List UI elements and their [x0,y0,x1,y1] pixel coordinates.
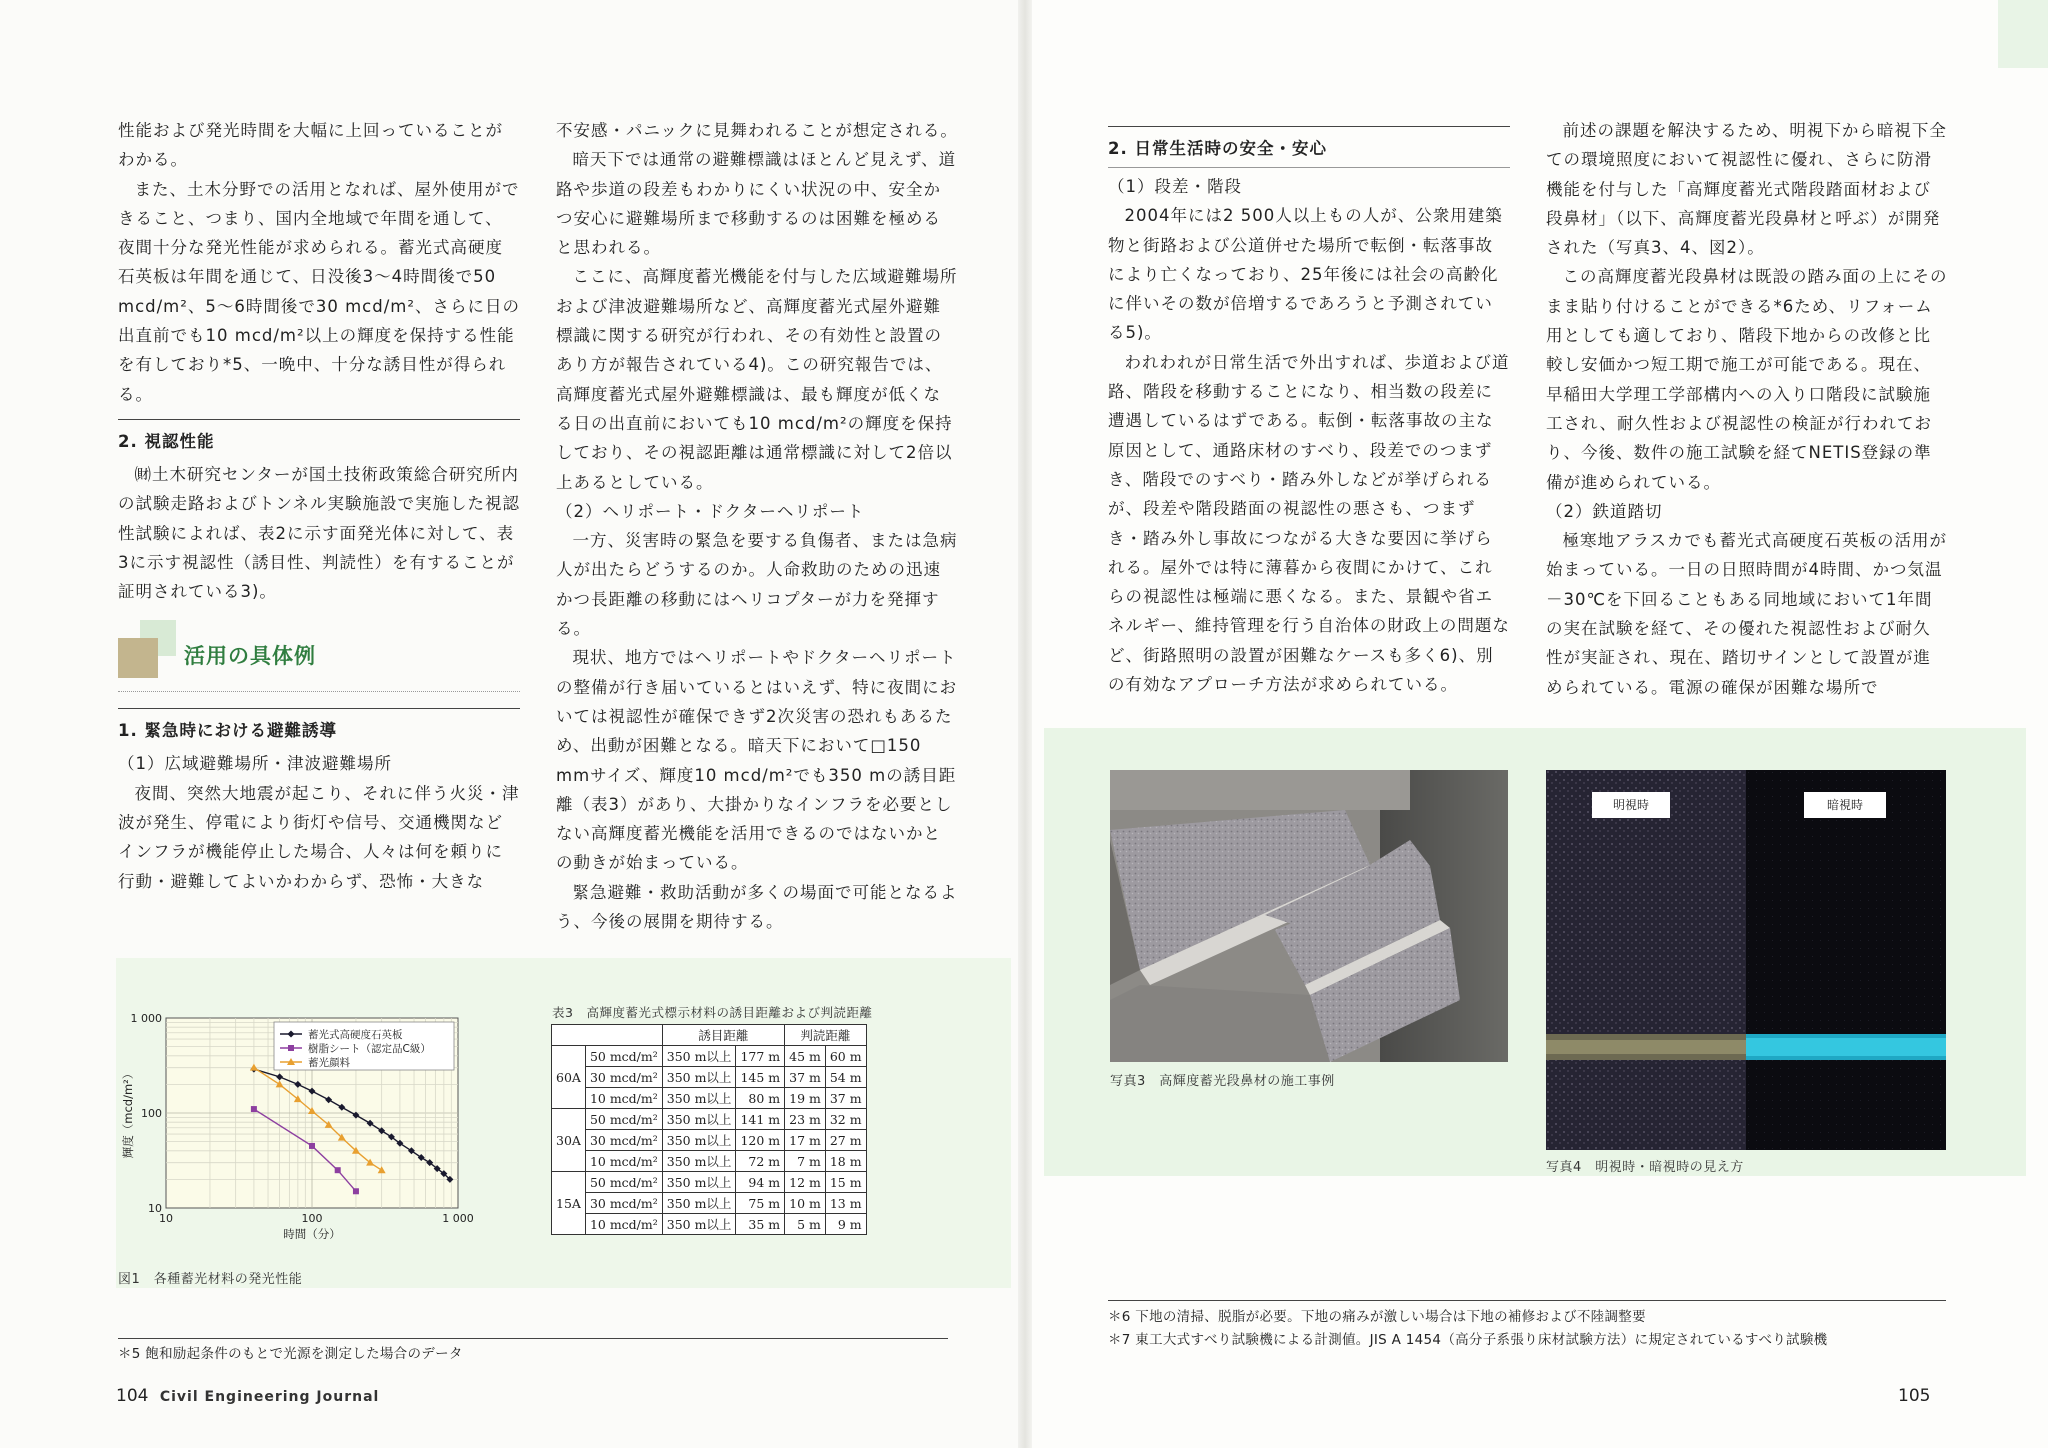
stairs-illustration [1110,770,1508,1062]
left-column-1 [118,116,520,896]
table-cell: 350 m以上 [662,1151,736,1172]
x-tick-label: 1 000 [442,1212,474,1225]
table-cell: 9 m [825,1214,866,1235]
y-axis-label: 輝度（mcd/m²） [121,1067,135,1159]
data-point [335,1167,341,1173]
table-cell: 350 m以上 [662,1193,736,1214]
paragraph: 前述の課題を解決するため、明視下から暗視下全ての環境照度において視認性に優れ、さらに防滑機能を付与した「高輝度蓄光式階段踏面材および段鼻材」（以下、高輝度蓄光段鼻材と呼ぶ）が開発された（写真3、4、図2）。 [1546,121,1947,258]
table-cell: 32 m [825,1109,866,1130]
subheading: （1）広域避難場所・津波避難場所 [118,754,392,774]
table3-caption: 表3 高輝度蓄光式標示材料の誘目距離および判読距離 [552,1005,873,1020]
x-tick-label: 10 [159,1212,173,1225]
page-gutter [1018,0,1032,1448]
table-row [552,1193,867,1214]
table-cell: 350 m以上 [662,1172,736,1193]
table-cell: 7 m [785,1151,826,1172]
table-cell [585,1025,662,1046]
table-row [552,1214,867,1235]
luminance-chart [118,1006,508,1256]
data-point [288,1045,294,1051]
table-cell: 12 m [785,1172,826,1193]
footnote-rule [1108,1300,1946,1301]
table-cell: 94 m [736,1172,785,1193]
table-cell: 75 m [736,1193,785,1214]
table-row [552,1172,867,1193]
heading-daily-safety: 2. 日常生活時の安全・安心 [1108,126,1510,161]
y-tick-label: 10 [148,1202,162,1215]
table-row [552,1130,867,1151]
paragraph: 緊急避難・救助活動が多くの場面で可能となるよう、今後の展開を期待する。 [556,882,958,932]
table-cell [552,1025,586,1046]
photo4-caption: 写真4 明視時・暗視時の見え方 [1546,1160,1744,1175]
table-cell: 37 m [785,1067,826,1088]
table-cell-size: 15A [552,1172,586,1235]
table-header: 判読距離 [785,1025,866,1046]
paragraph: 暗天下では通常の避難標識はほとんど見えず、道路や歩道の段差もわかりにくい状況の中、安全かつ安心に避難場所まで移動するのは困難を極めると思われる。 [556,150,957,258]
table-cell: 350 m以上 [662,1109,736,1130]
section-rule [118,691,520,692]
table-cell: 50 mcd/m² [585,1172,662,1193]
table-row [552,1067,867,1088]
table-cell: 350 m以上 [662,1214,736,1235]
table-cell: 350 m以上 [662,1046,736,1067]
table-header-row [552,1025,867,1046]
table-cell-size: 60A [552,1046,586,1109]
page-number-left [116,1386,379,1406]
y-tick-label: 100 [141,1107,162,1120]
table-row [552,1109,867,1130]
table-cell: 10 mcd/m² [585,1088,662,1109]
paragraph: 一方、災害時の緊急を要する負傷者、または急病人が出たらどうするのか。人命救助のための迅速かつ長距離の移動にはヘリコプターが力を発揮する。 [556,531,958,639]
paragraph: ㈶土木研究センターが国土技術政策総合研究所内の試験走路およびトンネル実験施設で実施した視認性試験によれば、表2に示す面発光体に対して、表3に示す視認性（誘目性、判読性）を有することが証明されている3)。 [118,464,521,602]
paragraph: 不安感・パニックに見舞われることが想定される。 [556,121,958,140]
table-cell: 350 m以上 [662,1088,736,1109]
table-row [552,1088,867,1109]
table-cell: 120 m [736,1130,785,1151]
section-title: 活用の具体例 [184,644,316,669]
table-cell-size: 30A [552,1109,586,1172]
table-cell: 145 m [736,1067,785,1088]
table-cell: 5 m [785,1214,826,1235]
paragraph: 現状、地方ではヘリポートやドクターヘリポートの整備が行き届いているとはいえず、特に夜間においては視認性が確保できず2次災害の恐れもあるため、出動が困難となる。暗天下において□150 mmサイズ、輝度10 mcd/m²でも350 mの誘目距離（表3）があり、大掛かりなインフラを必要としない高輝度蓄光機能を活用できるのではないかとの動きが始まっている。 [556,648,958,873]
right-column-1 [1108,126,1510,699]
subheading: （1）段差・階段 [1108,167,1510,201]
subheading: （2）ヘリポート・ドクターヘリポート [556,501,865,521]
table-cell: 177 m [736,1046,785,1067]
table-row [552,1151,867,1172]
corner-tint [1998,0,2048,68]
table3 [551,1024,867,1235]
data-point [353,1188,359,1194]
photo3-stairs [1110,770,1508,1062]
paragraph: われわれが日常生活で外出すれば、歩道および道路、階段を移動することになり、相当数の段差に遭遇しているはずである。転倒・転落事故の主な原因として、通路床材のすべり、段差でのつまずき、階段でのすべり・踏み外しなどが挙げられるが、段差や階段踏面の視認性の悪さも、つまずき・踏み外し事故につながる大きな要因に挙げられる。屋外では特に薄暮から夜間にかけて、これらの視認性は極端に悪くなる。また、景観や省エネルギー、維持管理を行う自治体の財政上の問題など、街路照明の設置が困難なケースも多く6)、別の有効なアプローチ方法が求められている。 [1108,352,1510,695]
footnote-5: ＊5 飽和励起条件のもとで光源を測定した場合のデータ [118,1346,463,1362]
table-cell: 19 m [785,1088,826,1109]
table-cell: 10 mcd/m² [585,1151,662,1172]
page-number-right: 105 [1898,1386,1931,1406]
x-axis-label: 時間（分） [283,1227,341,1241]
footnote-7: ＊7 東工大式すべり試験機による計測値。JIS A 1454（高分子系張り床材試験方法）に規定されているすべり試験機 [1108,1332,1828,1348]
table-cell: 45 m [785,1046,826,1067]
right-column-2 [1546,116,1948,702]
photo4-label-right: 暗視時 [1826,798,1863,812]
heading-visibility: 2. 視認性能 [118,419,520,454]
subheading: （2）鉄道踏切 [1546,501,1663,521]
table-cell: 30 mcd/m² [585,1130,662,1151]
photo4-label-left: 明視時 [1612,798,1649,812]
paragraph: 性能および発光時間を大幅に上回っていることがわかる。 [118,121,503,170]
legend-label: 樹脂シート（認定品C級） [308,1043,431,1055]
folio-number: 104 [116,1386,149,1406]
table-cell: 23 m [785,1109,826,1130]
paragraph: また、土木分野での活用となれば、屋外使用ができること、つまり、国内全地域で年間を通して、夜間十分な発光性能が求められる。蓄光式高硬度石英板は年間を通じて、日没後3～4時間後で50 mcd/m²、5～6時間後で30 mcd/m²、さらに日の出直前でも10 mcd/m²以上の輝度を保持する性能を有しており*5、一晩中、十分な誘目性が得られる。 [118,179,520,404]
table-cell: 15 m [825,1172,866,1193]
paragraph: この高輝度蓄光段鼻材は既設の踏み面の上にそのまま貼り付けることができる*6ため、リフォーム用としても適しており、階段下地からの改修と比較し安価かつ短工期で施工が可能である。現在、早稲田大学理工学部構内への入り口階段に試験施工され、耐久性および視認性の検証が行われており、今後、数件の施工試験を経てNETIS登録の準備が進められている。 [1546,267,1948,492]
table-cell: 30 mcd/m² [585,1067,662,1088]
y-tick-label: 1 000 [130,1012,162,1025]
paragraph: 極寒地アラスカでも蓄光式高硬度石英板の活用が始まっている。一日の日照時間が4時間、かつ気温－30℃を下回ることもある同地域において1年間の実在試験を経て、その優れた視認性および耐久性が実証され、現在、踏切サインとして設置が進められている。電源の確保が困難な場所で [1546,531,1948,697]
table-cell: 13 m [825,1193,866,1214]
table-cell: 72 m [736,1151,785,1172]
table-cell: 350 m以上 [662,1130,736,1151]
table-cell: 350 m以上 [662,1067,736,1088]
table-cell: 17 m [785,1130,826,1151]
left-column-2 [556,116,958,936]
decor-square-tan [118,638,158,678]
table-cell: 54 m [825,1067,866,1088]
table-cell: 35 m [736,1214,785,1235]
table-cell: 141 m [736,1109,785,1130]
table-cell: 18 m [825,1151,866,1172]
photo3-caption: 写真3 高輝度蓄光段鼻材の施工事例 [1110,1074,1335,1089]
section-title-block [118,620,520,692]
legend-label: 蓄光式高硬度石英板 [308,1029,403,1041]
paragraph: ここに、高輝度蓄光機能を付与した広域避難場所および津波避難場所など、高輝度蓄光式屋外避難標識に関する研究が行われ、その有効性と設置のあり方が報告されている4)。この研究報告では、高輝度蓄光式屋外避難標識は、最も輝度が低くなる日の出直前においても10 mcd/m²の輝度を保持しており、その視認距離は通常標識に対して2倍以上あるとしている。 [556,267,958,492]
legend-label: 蓄光顔料 [308,1057,350,1069]
table-row [552,1046,867,1067]
table-cell: 10 m [785,1193,826,1214]
footnote-rule [118,1338,948,1339]
table-cell: 10 mcd/m² [585,1214,662,1235]
table-cell: 37 m [825,1088,866,1109]
table-cell: 50 mcd/m² [585,1046,662,1067]
table-cell: 60 m [825,1046,866,1067]
paragraph: 2004年には2 500人以上もの人が、公衆用建築物と街路および公道併せた場所で転倒・転落事故により亡くなっており、25年後には社会の高齢化に伴いその数が倍増するであろうと予測されている5)。 [1108,206,1503,343]
journal-name: Civil Engineering Journal [159,1389,380,1405]
table-header: 誘目距離 [662,1025,784,1046]
table-cell: 80 m [736,1088,785,1109]
table-cell: 30 mcd/m² [585,1193,662,1214]
figure1-caption: 図1 各種蓄光材料の発光性能 [118,1272,303,1287]
heading-evacuation: 1. 緊急時における避難誘導 [118,708,520,743]
x-tick-label: 100 [301,1212,323,1225]
comparison-illustration [1546,770,1946,1150]
photo4-comparison [1546,770,1946,1150]
data-point [309,1143,315,1149]
data-point [251,1106,257,1112]
paragraph: 夜間、突然大地震が起こり、それに伴う火災・津波が発生、停電により街灯や信号、交通機関などインフラが機能停止した場合、人々は何を頼りに行動・避難してよいかわからず、恐怖・大きな [118,783,520,891]
table-cell: 27 m [825,1130,866,1151]
table-cell: 50 mcd/m² [585,1109,662,1130]
footnote-6: ＊6 下地の清掃、脱脂が必要。下地の痛みが激しい場合は下地の補修および不陸調整要 [1108,1309,1646,1325]
